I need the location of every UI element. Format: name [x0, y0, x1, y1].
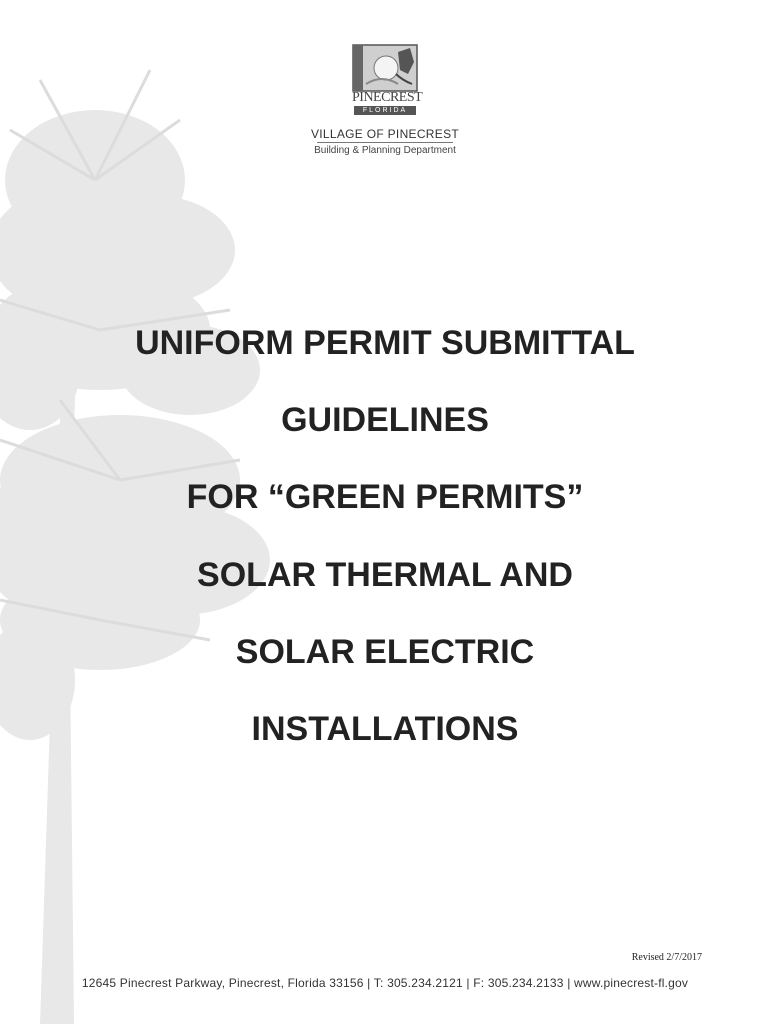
title-line-1: UNIFORM PERMIT SUBMITTAL [135, 324, 635, 362]
title-line-2: GUIDELINES [281, 401, 489, 439]
palm-tree-watermark [0, 40, 300, 1024]
logo-city-text: PINECREST [352, 90, 423, 105]
title-line-4: SOLAR THERMAL AND [197, 556, 573, 594]
department-heading [300, 127, 470, 157]
heading-divider [317, 142, 453, 143]
footer-contact: 12645 Pinecrest Parkway, Pinecrest, Florida 33156 | T: 305.234.2121 | F: 305.234.2133 | www.pinecrest-fl.gov [81, 976, 689, 990]
title-line-6: INSTALLATIONS [251, 710, 519, 748]
pinecrest-logo [352, 44, 423, 118]
revised-date: Revised 2/7/2017 [631, 952, 702, 963]
department-name: Building & Planning Department [314, 145, 456, 156]
title-line-3: FOR “GREEN PERMITS” [186, 478, 584, 516]
logo-state-text: FLORIDA [354, 106, 416, 115]
title-line-5: SOLAR ELECTRIC [235, 633, 535, 671]
organization-name: VILLAGE OF PINECREST [310, 127, 460, 141]
